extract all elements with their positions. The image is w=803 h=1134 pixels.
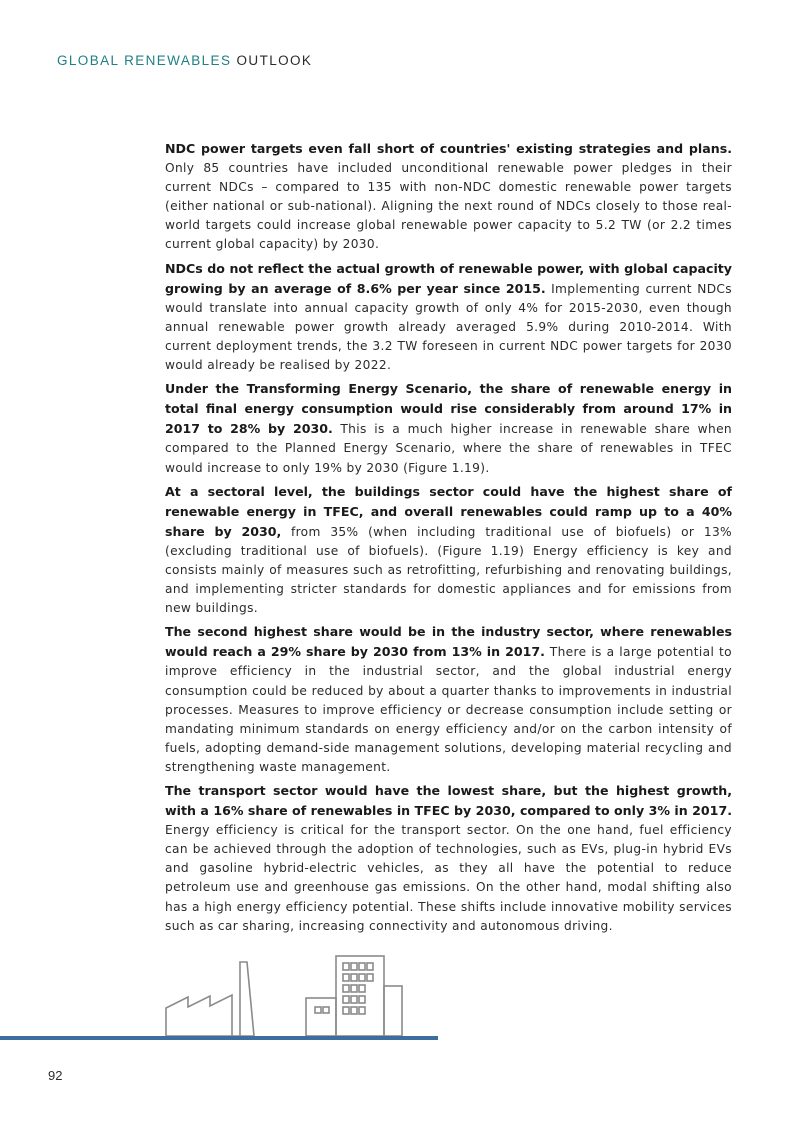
page-number: 92 xyxy=(48,1068,63,1083)
paragraph-lead: NDCs do not reflect the actual growth of renewable power, with global capacity growing by an average of 8.6% per year since 2015. xyxy=(165,260,732,296)
paragraph-body: Implementing current NDCs would translate into annual capacity growth of only 4% for 2015-2030, even though annual renewable power growth already averaged 5.9% during 2010-2014. With current deployment trends, the 3.2 TW foreseen in current NDC power targets for 2030 would already be realised by 2022. xyxy=(165,281,732,373)
factory-icon xyxy=(166,962,254,1036)
ground-rule xyxy=(0,1036,438,1040)
paragraph-body: Only 85 countries have included unconditional renewable power pledges in their current NDCs – compared to 135 with non-NDC domestic renewable power targets (either national or sub-national). Aligning the next round of NDCs closely to those real-world targets could increase global renewable power capacity to 5.2 TW (or 2.2 times current global capacity) by 2030. xyxy=(165,161,732,252)
paragraph xyxy=(165,622,732,777)
paragraph-body: There is a large potential to improve efficiency in the industrial sector, and the global industrial energy consumption could be reduced by about a quarter thanks to improvements in industrial processes. Measures to improve efficiency or decrease consumption include setting or mandating minimum standards on energy efficiency and/or on the carbon intensity of fuels, adopting demand-side management solutions, developing material recycling and strengthening waste management. xyxy=(165,645,732,774)
paragraph xyxy=(165,379,732,477)
header-title: GLOBAL RENEWABLES xyxy=(57,53,232,68)
paragraph-lead: The transport sector would have the lowest share, but the highest growth, with a 16% share of renewables in TFEC by 2030, compared to only 3% in 2017. xyxy=(165,783,732,819)
office-buildings-icon xyxy=(306,956,402,1036)
body-text xyxy=(165,139,732,940)
header-subtitle: OUTLOOK xyxy=(236,53,313,68)
paragraph-lead: At a sectoral level, the buildings sector could have the highest share of renewable energy in TFEC, and overall renewables could ramp up to a 40% share by 2030, xyxy=(165,483,732,539)
paragraph-body: from 35% (when including traditional use of biofuels) or 13% (excluding traditional use of biofuels). (Figure 1.19) Energy efficiency is key and consists mainly of measures such as retrofitting, refurbishing and renovating buildings, and implementing stricter standards for domestic appliances and for emissions from new buildings. xyxy=(165,524,732,616)
paragraph-lead: Under the Transforming Energy Scenario, the share of renewable energy in total final energy consumption would rise considerably from around 17% in 2017 to 28% by 2030. xyxy=(165,381,732,437)
paragraph xyxy=(165,781,732,936)
paragraph-body: Energy efficiency is critical for the transport sector. On the one hand, fuel efficiency can be achieved through the adoption of technologies, such as EVs, plug-in hybrid EVs and gasoline hybrid-electric vehicles, as they all have the potential to reduce petroleum use and greenhouse gas emissions. On the other hand, modal shifting also has a high energy efficiency potential. These shifts include innovative mobility services such as car sharing, increasing connectivity and autonomous driving. xyxy=(165,823,732,933)
paragraph-lead: The second highest share would be in the industry sector, where renewables would reach a 29% share by 2030 from 13% in 2017. xyxy=(165,624,732,660)
industry-illustration xyxy=(0,950,440,1045)
running-header xyxy=(57,53,312,68)
paragraph xyxy=(165,482,732,619)
paragraph-body: This is a much higher increase in renewable share when compared to the Planned Energy Scenario, where the share of renewables in TFEC would increase to only 19% by 2030 (Figure 1.19). xyxy=(165,422,732,475)
paragraph-lead: NDC power targets even fall short of countries' existing strategies and plans. xyxy=(165,141,732,156)
paragraph xyxy=(165,139,732,255)
paragraph xyxy=(165,259,732,376)
